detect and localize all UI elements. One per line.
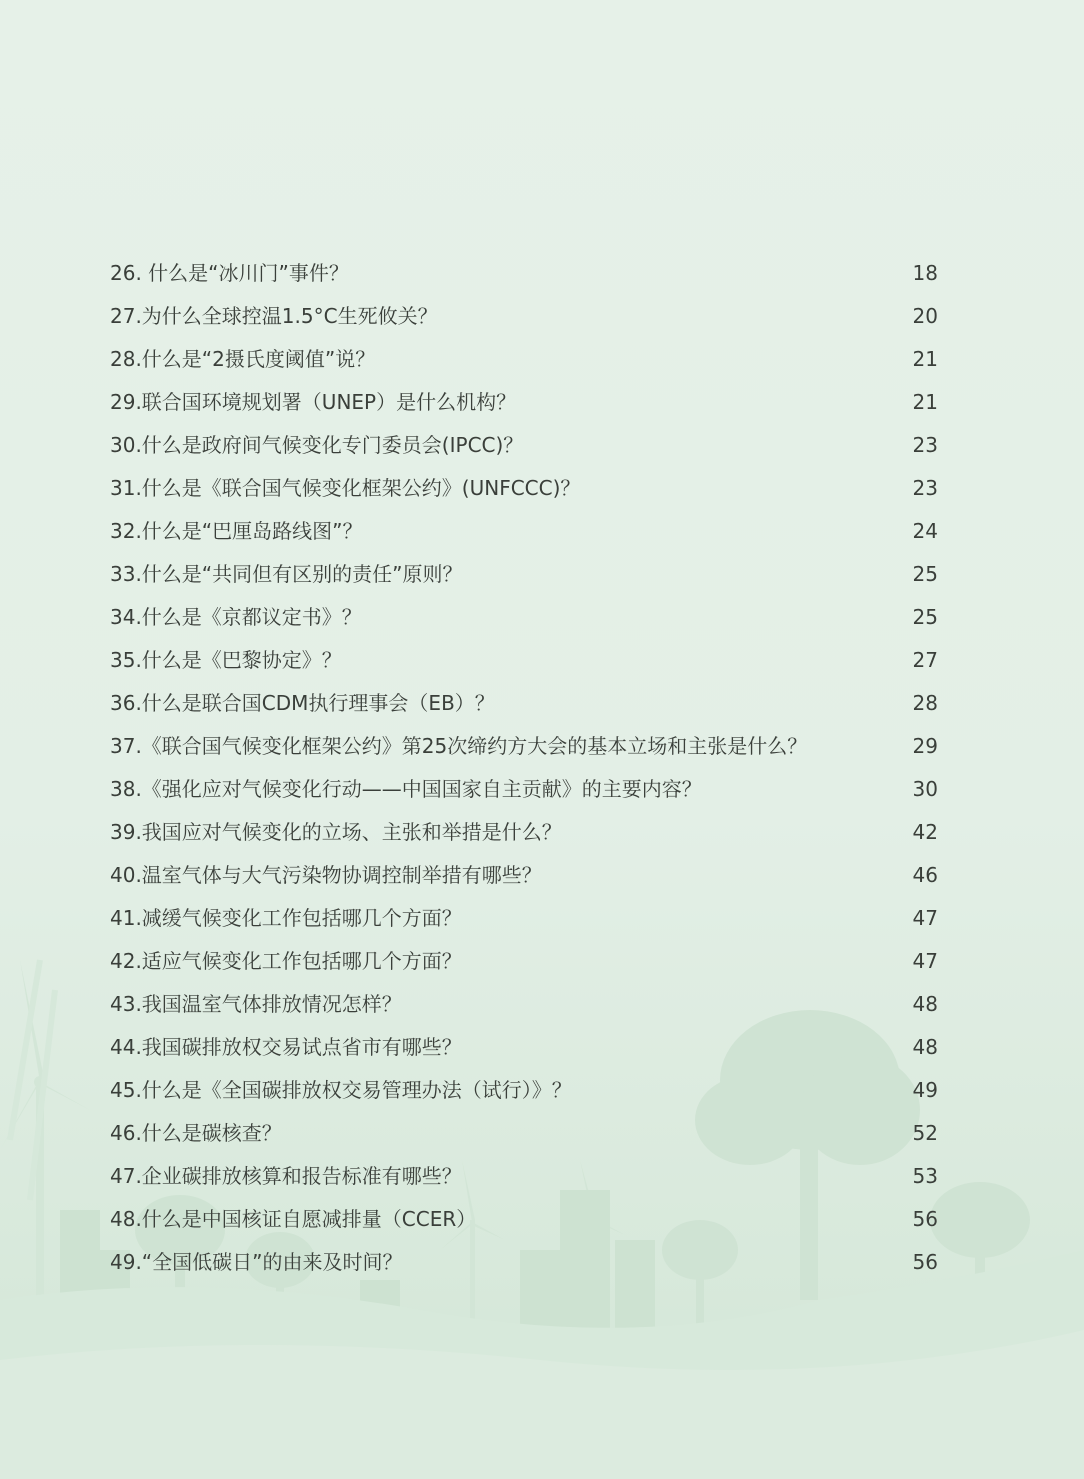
toc-entry[interactable] — [110, 854, 938, 897]
toc-entry-title: 26. 什么是“冰川门”事件？ — [110, 261, 349, 285]
toc-entry[interactable] — [110, 639, 938, 682]
toc-entry-page-number: 23 — [912, 476, 938, 500]
toc-entry-title: 35.什么是《巴黎协定》？ — [110, 648, 342, 672]
toc-entry-page-number: 27 — [912, 648, 938, 672]
toc-entry-page-number: 28 — [912, 691, 938, 715]
toc-entry-title: 30.什么是政府间气候变化专门委员会(IPCC)？ — [110, 433, 524, 457]
toc-entry[interactable] — [110, 553, 938, 596]
toc-entry-title: 33.什么是“共同但有区别的责任”原则？ — [110, 562, 463, 586]
toc-entry[interactable] — [110, 1112, 938, 1155]
toc-entry-title: 28.什么是“2摄氏度阈值”说？ — [110, 347, 376, 371]
toc-entry-title: 43.我国温室气体排放情况怎样？ — [110, 992, 402, 1016]
toc-entry-page-number: 23 — [912, 433, 938, 457]
toc-entry-title: 36.什么是联合国CDM执行理事会（EB）？ — [110, 691, 495, 715]
toc-entry[interactable] — [110, 1069, 938, 1112]
toc-entry-page-number: 20 — [912, 304, 938, 328]
toc-entry[interactable] — [110, 381, 938, 424]
toc-entry-title: 46.什么是碳核查？ — [110, 1121, 282, 1145]
toc-entry-title: 49.“全国低碳日”的由来及时间？ — [110, 1250, 403, 1274]
toc-entry[interactable] — [110, 510, 938, 553]
toc-entry-title: 38.《强化应对气候变化行动——中国国家自主贡献》的主要内容？ — [110, 777, 702, 801]
toc-entry-page-number: 47 — [912, 906, 938, 930]
toc-entry[interactable] — [110, 768, 938, 811]
toc-entry-page-number: 25 — [912, 605, 938, 629]
toc-entry-page-number: 25 — [912, 562, 938, 586]
toc-entry[interactable] — [110, 940, 938, 983]
toc-entry-page-number: 18 — [912, 261, 938, 285]
toc-entry-page-number: 56 — [912, 1250, 938, 1274]
toc-entry[interactable] — [110, 811, 938, 854]
toc-entry-page-number: 52 — [912, 1121, 938, 1145]
toc-entry-page-number: 29 — [912, 734, 938, 758]
toc-entry[interactable] — [110, 295, 938, 338]
toc-entry[interactable] — [110, 1026, 938, 1069]
toc-entry-page-number: 21 — [912, 347, 938, 371]
toc-entry-page-number: 21 — [912, 390, 938, 414]
toc-entry-title: 37.《联合国气候变化框架公约》第25次缔约方大会的基本立场和主张是什么？ — [110, 734, 808, 758]
toc-entry[interactable] — [110, 897, 938, 940]
toc-entry[interactable] — [110, 338, 938, 381]
toc-entry-title: 42.适应气候变化工作包括哪几个方面？ — [110, 949, 462, 973]
toc-entry-title: 39.我国应对气候变化的立场、主张和举措是什么？ — [110, 820, 562, 844]
toc-entry[interactable] — [110, 1155, 938, 1198]
toc-entry-page-number: 49 — [912, 1078, 938, 1102]
toc-entry[interactable] — [110, 424, 938, 467]
toc-entry-title: 34.什么是《京都议定书》？ — [110, 605, 362, 629]
toc-entry-title: 41.减缓气候变化工作包括哪几个方面？ — [110, 906, 462, 930]
table-of-contents — [110, 252, 938, 1284]
toc-entry-title: 48.什么是中国核证自愿减排量（CCER） — [110, 1207, 477, 1231]
toc-entry[interactable] — [110, 983, 938, 1026]
toc-entry[interactable] — [110, 467, 938, 510]
toc-entry[interactable] — [110, 1241, 938, 1284]
toc-entry-title: 29.联合国环境规划署（UNEP）是什么机构？ — [110, 390, 517, 414]
toc-entry-page-number: 46 — [912, 863, 938, 887]
toc-entry[interactable] — [110, 725, 938, 768]
toc-entry-title: 27.为什么全球控温1.5°C生死攸关？ — [110, 304, 438, 328]
toc-entry[interactable] — [110, 1198, 938, 1241]
toc-entry-title: 40.温室气体与大气污染物协调控制举措有哪些？ — [110, 863, 542, 887]
toc-entry-page-number: 30 — [912, 777, 938, 801]
toc-entry-page-number: 53 — [912, 1164, 938, 1188]
toc-entry-title: 44.我国碳排放权交易试点省市有哪些？ — [110, 1035, 462, 1059]
toc-entry-page-number: 24 — [912, 519, 938, 543]
toc-entry[interactable] — [110, 596, 938, 639]
toc-entry-page-number: 47 — [912, 949, 938, 973]
toc-entry-title: 32.什么是“巴厘岛路线图”？ — [110, 519, 363, 543]
toc-entry-page-number: 56 — [912, 1207, 938, 1231]
toc-entry[interactable] — [110, 682, 938, 725]
toc-entry-title: 31.什么是《联合国气候变化框架公约》(UNFCCC)？ — [110, 476, 581, 500]
toc-entry[interactable] — [110, 252, 938, 295]
toc-entry-page-number: 42 — [912, 820, 938, 844]
toc-entry-title: 45.什么是《全国碳排放权交易管理办法（试行）》？ — [110, 1078, 572, 1102]
toc-entry-page-number: 48 — [912, 992, 938, 1016]
toc-entry-title: 47.企业碳排放核算和报告标准有哪些？ — [110, 1164, 462, 1188]
toc-entry-page-number: 48 — [912, 1035, 938, 1059]
